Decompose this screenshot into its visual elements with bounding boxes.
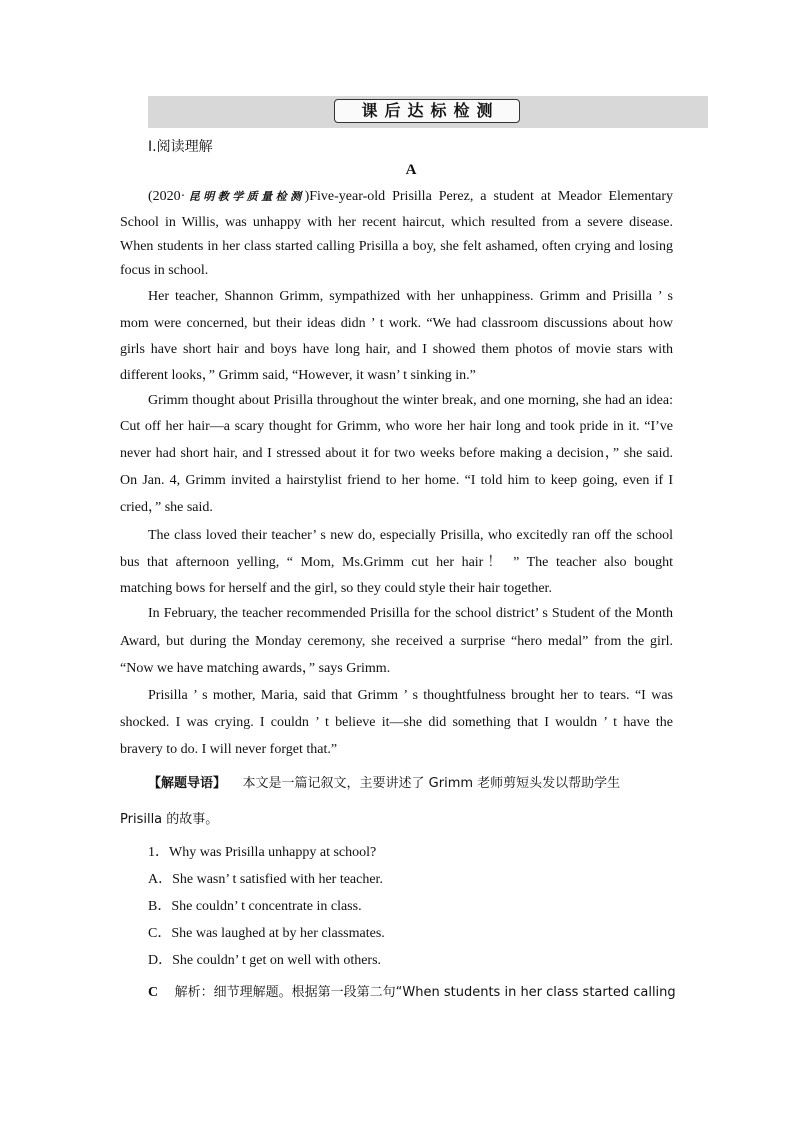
line-text: )Five-year-old Prisilla Perez, a student at Meador Elementary	[304, 189, 674, 204]
passage-letter: A	[405, 162, 417, 178]
guide-label: 【解题导语】	[148, 776, 227, 791]
passage-line: Cut off her hair—a scary thought for Grimm, who wore her hair long and took pride in it. “I’ve	[120, 419, 673, 434]
passage-line: never had short hair, and I stressed about it for two weeks before making a decision，” she said.	[120, 446, 673, 461]
passage-line: Her teacher, Shannon Grimm, sympathized with her unhappiness. Grimm and Prisilla ’ s	[148, 289, 673, 304]
passage-line: In February, the teacher recommended Prisilla for the school district’ s Student of the Month	[148, 606, 673, 621]
passage-line: shocked. I was crying. I couldn ’ t believe it—she did something that I wouldn ’ t have the	[120, 715, 673, 730]
source-open: (2020·	[148, 189, 186, 204]
guide-line	[148, 774, 673, 794]
passage-line: different looks，” Grimm said, “However, it wasn’ t sinking in.”	[120, 368, 476, 383]
passage-line: mom were concerned, but their ideas didn ’ t work. “We had classroom discussions about how	[120, 316, 673, 331]
banner-title: 课后达标检测	[334, 99, 520, 123]
guide-text: 本文是一篇记叙文，主要讲述了 Grimm 老师剪短头发以帮助学生	[242, 776, 621, 791]
passage-line: On Jan. 4, Grimm invited a hairstylist friend to her home. “I told him to keep going, even if I	[120, 473, 673, 488]
passage-line: bus that afternoon yelling, “ Mom, Ms.Grimm cut her hair！ ” The teacher also bought	[120, 555, 673, 570]
question-option: A．She wasn’ t satisfied with her teacher.	[148, 872, 383, 887]
source-name: 昆明教学质量检测	[185, 190, 305, 203]
question-option: B．She couldn’ t concentrate in class.	[148, 899, 362, 914]
section-label: Ⅰ.阅读理解	[148, 139, 213, 155]
answer-text: 解析：细节理解题。根据第一段第二句“When students in her class started calling	[174, 985, 676, 1000]
passage-line: “Now we have matching awards，” says Grimm.	[120, 661, 391, 676]
passage-line: Award, but during the Monday ceremony, she received a surprise “hero medal” from the girl.	[120, 634, 673, 649]
answer-key: C	[148, 985, 159, 1000]
passage-line: bravery to do. I will never forget that.”	[120, 742, 338, 757]
passage-line: The class loved their teacher’ s new do, especially Prisilla, who excitedly ran off the school	[148, 528, 673, 543]
question-stem: 1．Why was Prisilla unhappy at school?	[148, 845, 377, 860]
passage-line: Prisilla ’ s mother, Maria, said that Grimm ’ s thoughtfulness brought her to tears. “I was	[148, 688, 673, 703]
passage-line: matching bows for herself and the girl, so they could style their hair together.	[120, 581, 552, 596]
passage-line: cried，” she said.	[120, 500, 213, 515]
passage-line: girls have short hair and boys have long hair, and I showed them photos of movie stars with	[120, 342, 673, 357]
passage-line: School in Willis, was unhappy with her recent haircut, which resulted from a severe disease.	[120, 215, 673, 230]
passage-line: focus in school.	[120, 263, 209, 278]
guide-line: Prisilla 的故事。	[120, 812, 219, 827]
question-option: C．She was laughed at by her classmates.	[148, 926, 385, 941]
passage-line	[148, 187, 673, 207]
passage-line: Grimm thought about Prisilla throughout the winter break, and one morning, she had an idea:	[148, 393, 673, 408]
passage-line: When students in her class started calling Prisilla a boy, she felt ashamed, often crying and losing	[120, 239, 673, 254]
answer-line	[148, 983, 676, 1003]
question-option: D．She couldn’ t get on well with others.	[148, 953, 382, 968]
